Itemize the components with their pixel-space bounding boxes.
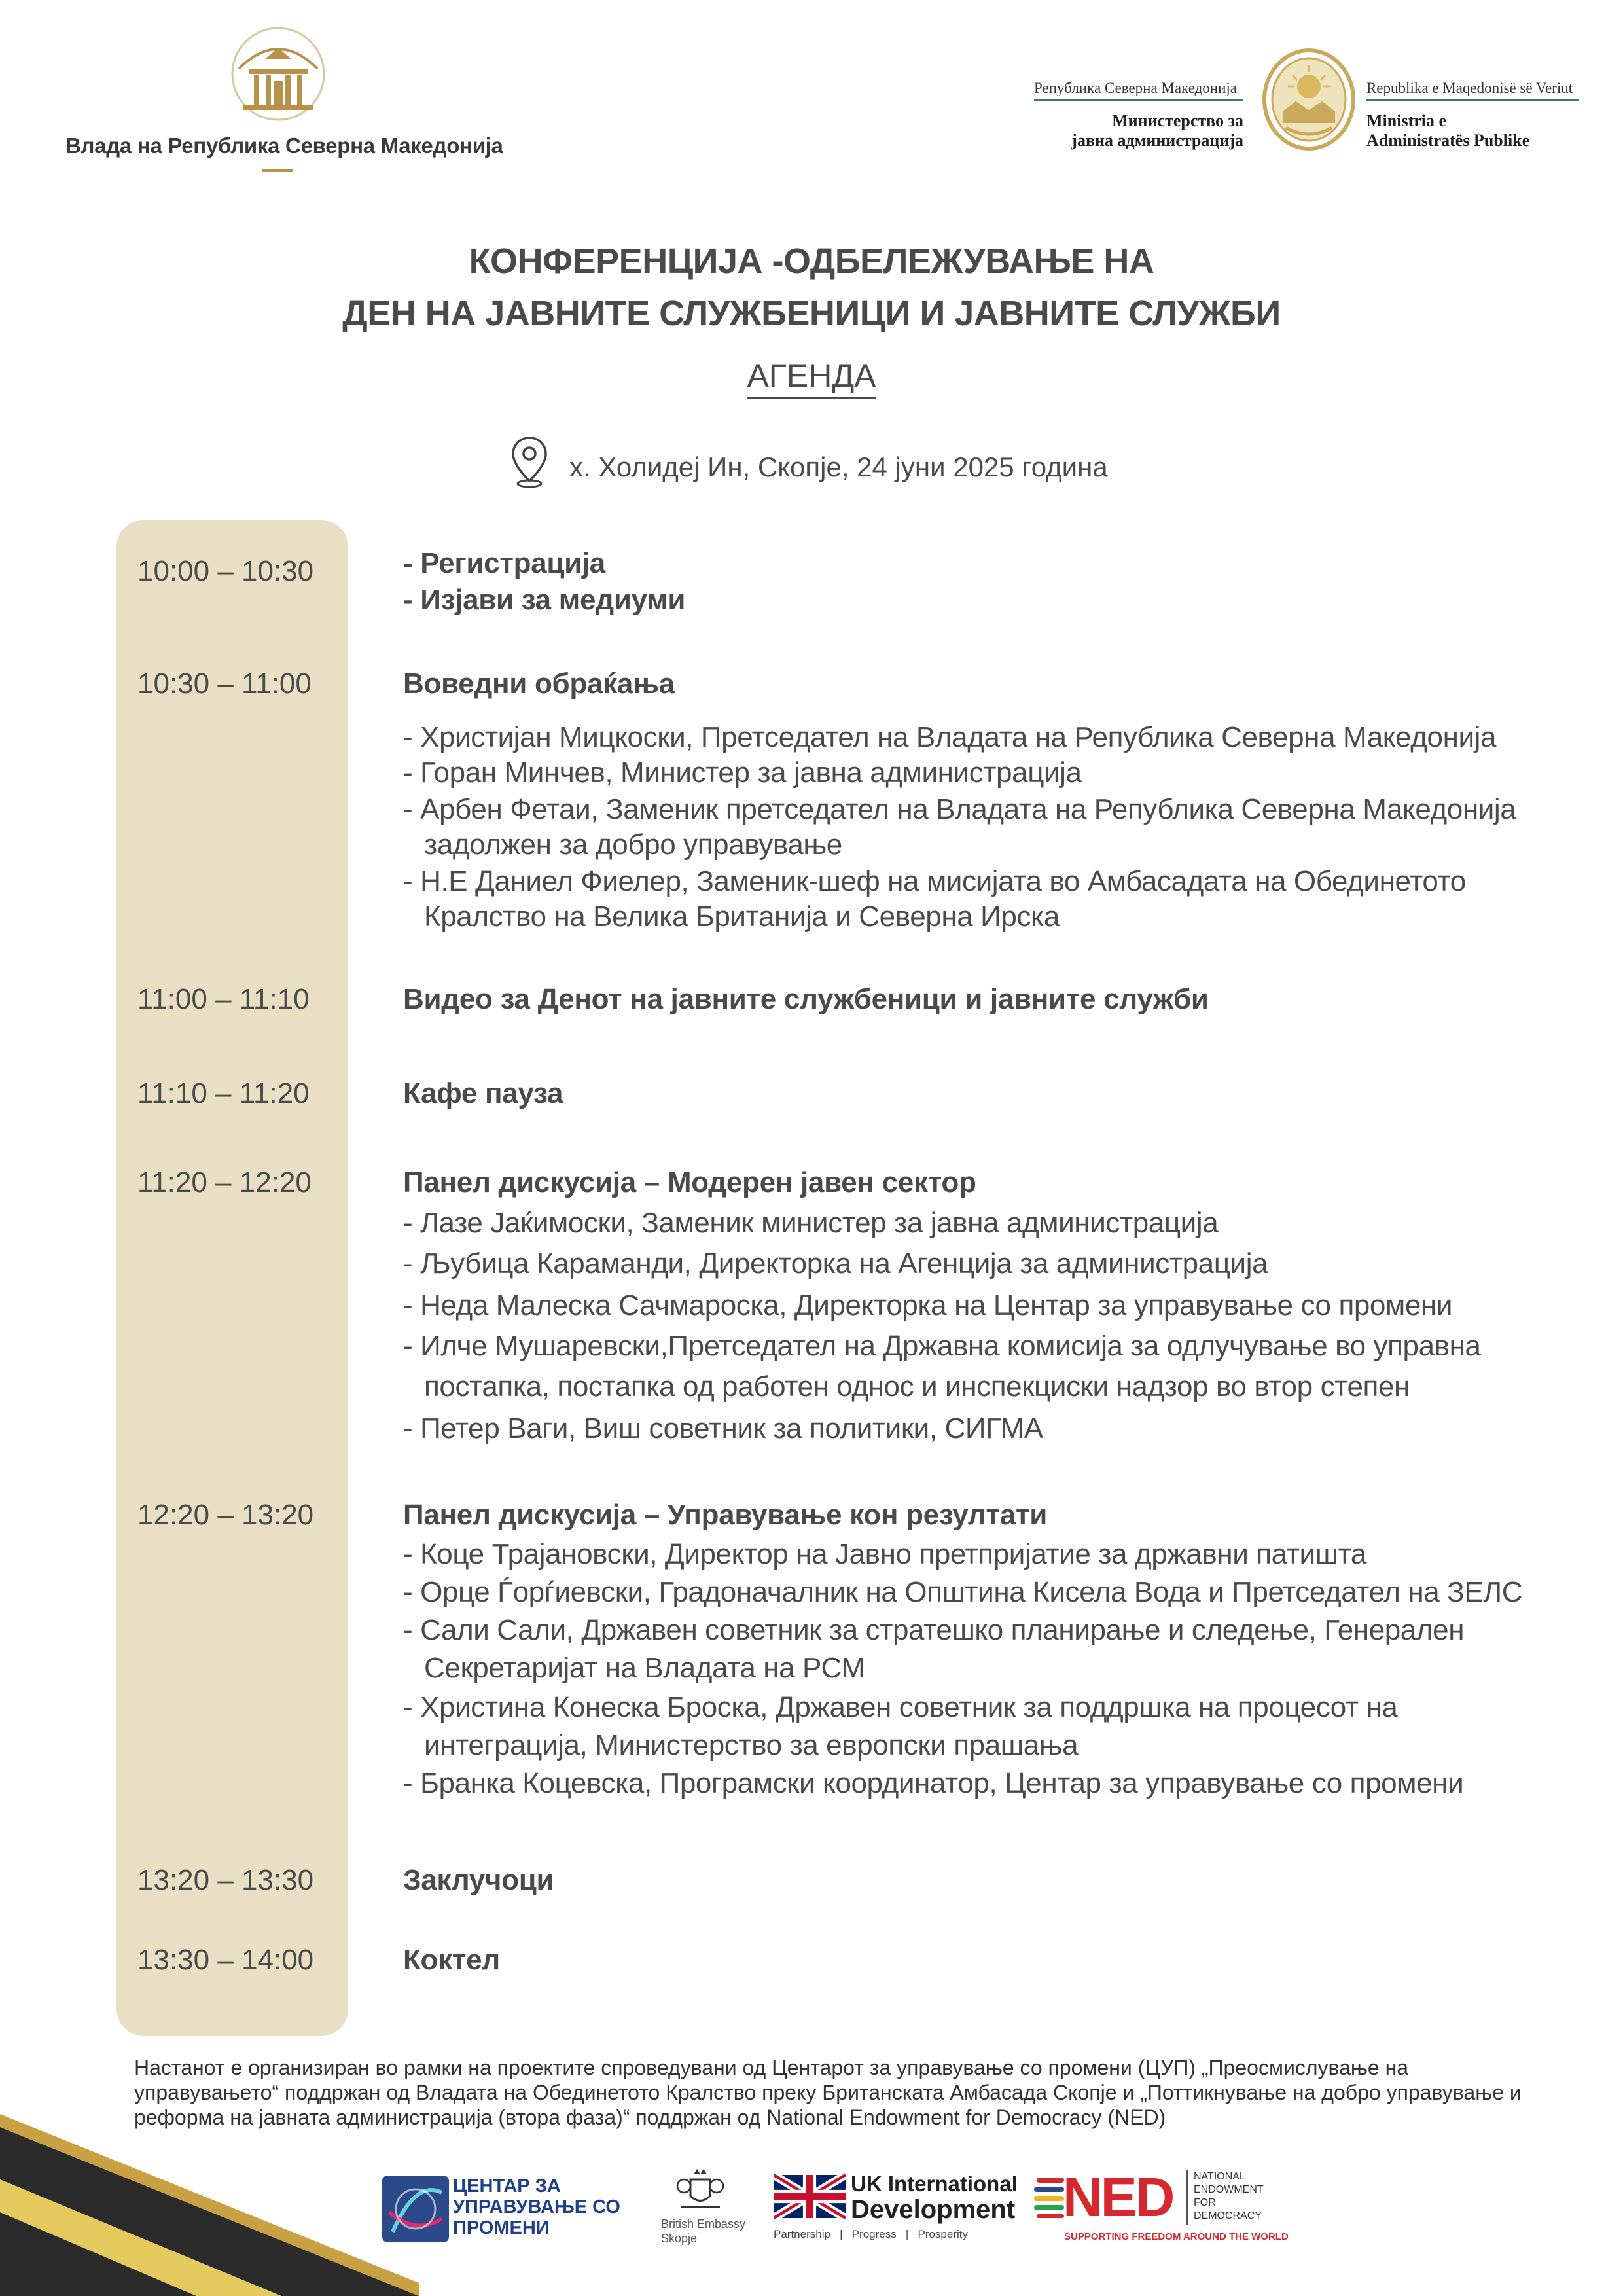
time-column — [116, 520, 348, 2036]
ned-divider — [1186, 2170, 1188, 2225]
session-heading: Кафе пауза — [403, 1077, 563, 1109]
ministry-name-mk-line2: јавна администрација — [1071, 131, 1243, 150]
conference-title-line1: КОНФЕРЕНЦИЈА -ОДБЕЛЕЖУВАЊЕ НА — [469, 242, 1154, 281]
ukid-name-line2: Development — [851, 2195, 1016, 2224]
cup-name-line2: УПРАВУВАЊЕ СО — [453, 2197, 620, 2217]
government-building-emblem-icon — [203, 23, 353, 121]
session-time: 11:20 – 12:20 — [137, 1166, 312, 1198]
session-heading: Коктел — [403, 1944, 500, 1976]
ukid-tagline: Partnership | Progress | Prosperity — [774, 2228, 968, 2240]
agenda-heading-text: АГЕНДА — [747, 357, 876, 399]
ned-name-line4: DEMOCRACY — [1194, 2210, 1262, 2221]
speaker-item: - Орце Ѓорѓиевски, Градоначалник на Општина Кисела Вода и Претседател на ЗЕЛС — [403, 1576, 1523, 1608]
speaker-item: - Сали Сали, Државен советник за стратешко планирање и следење, Генерален — [403, 1614, 1465, 1646]
speaker-item-continued: задолжен за добро управување — [424, 829, 842, 861]
cup-name-line1: ЦЕНТАР ЗА — [453, 2176, 561, 2197]
footer-note: Настанот е организиран во рамки на проектите спроведувани од Центарот за управување со промени (ЦУП) „Преосмислување на управувањето“ поддржан од Владата на Обединетото Кралство преку Британската Амбасада Скопје и „Поттикнување на добро управување и реформа на јавната администрација (втора фаза)“ поддржан од National Endowment for Democracy (NED) — [134, 2056, 1522, 2129]
speaker-item: - Бранка Коцевска, Програмски координатор, Центар за управување со промени — [403, 1767, 1464, 1799]
royal-coat-of-arms-icon — [674, 2166, 726, 2212]
speaker-item: - Љубица Караманди, Директорка на Агенција за администрација — [403, 1247, 1268, 1280]
speaker-item: - Илче Мушаревски,Претседател на Државна комисија за одлучување во управна — [403, 1330, 1481, 1362]
speaker-item: - Горан Минчев, Министер за јавна администрација — [403, 757, 1082, 789]
ministry-mk-divider — [1034, 99, 1243, 101]
ministry-name-al-line1: Ministria e — [1366, 111, 1447, 130]
ministry-country-al: Republika e Maqedonisë së Veriut — [1366, 80, 1573, 96]
location-pin-icon — [509, 435, 550, 489]
session-heading: Воведни обраќања — [403, 668, 675, 700]
speaker-item-continued: Секретаријат на Владата на РСМ — [424, 1652, 865, 1684]
speaker-item: - Лазе Јаќимоски, Заменик министер за јавна администрација — [403, 1207, 1219, 1239]
ministry-name-mk-line1: Министерство за — [1112, 111, 1243, 130]
speaker-item: - Неда Малеска Сачмароска, Директорка на Центар за управување со промени — [403, 1289, 1453, 1321]
decorative-stripe — [0, 2114, 419, 2296]
embassy-name-line1: British Embassy — [661, 2217, 746, 2231]
session-time: 13:30 – 14:00 — [137, 1944, 314, 1976]
ned-logo — [1034, 2166, 1289, 2248]
session-time: 10:30 – 11:00 — [137, 668, 312, 700]
cup-logo — [380, 2173, 628, 2245]
ned-mark: NED — [1063, 2166, 1173, 2228]
ned-stripes-icon — [1034, 2174, 1067, 2219]
ministry-name-al-line2: Administratës Publike — [1366, 131, 1530, 150]
ukid-name-line1: UK International — [851, 2172, 1018, 2196]
session-time: 11:10 – 11:20 — [137, 1077, 310, 1109]
ned-name-line1: NATIONAL — [1194, 2171, 1245, 2182]
speaker-item: - Арбен Фетаи, Заменик претседател на Владата на Република Северна Македонија — [403, 793, 1516, 825]
agenda-heading — [0, 357, 1623, 395]
session-heading: Панел дискусија – Модерен јавен сектор — [403, 1166, 976, 1198]
cup-name-line3: ПРОМЕНИ — [453, 2217, 550, 2238]
speaker-item-continued: постапка, постапка од работен однос и инспекциски надзор во втор степен — [424, 1371, 1410, 1403]
session-time: 10:00 – 10:30 — [137, 555, 314, 587]
conference-title-line2: ДЕН НА ЈАВНИТЕ СЛУЖБЕНИЦИ И ЈАВНИТЕ СЛУЖБИ — [342, 294, 1281, 333]
session-heading: Заклучоци — [403, 1864, 554, 1896]
session-line: - Регистрација — [403, 547, 605, 579]
session-time: 12:20 – 13:20 — [137, 1499, 314, 1531]
session-heading: Панел дискусија – Управување кон резултати — [403, 1499, 1047, 1531]
ministry-country-mk: Република Северна Македонија — [1034, 80, 1238, 96]
government-name: Влада на Република Северна Македонија — [65, 134, 503, 158]
ned-name-line3: FOR — [1194, 2197, 1216, 2208]
ned-name-line2: ENDOWMENT — [1194, 2184, 1264, 2195]
ned-tagline: SUPPORTING FREEDOM AROUND THE WORLD — [1064, 2231, 1289, 2242]
session-time: 13:20 – 13:30 — [137, 1864, 314, 1896]
speaker-item: - Коце Трајановски, Директор на Јавно претпријатие за државни патишта — [403, 1538, 1366, 1570]
gov-name-underline — [262, 169, 293, 172]
speaker-item-continued: Кралство на Велика Британија и Северна Ирска — [424, 901, 1060, 933]
state-coat-of-arms-icon — [1260, 46, 1358, 151]
venue-date: х. Холидеј Ин, Скопје, 24 јуни 2025 година — [569, 452, 1108, 482]
speaker-item: - Христијан Мицкоски, Претседател на Владата на Република Северна Македонија — [403, 721, 1497, 753]
speaker-item: - Н.Е Даниел Фиелер, Заменик-шеф на мисијата во Амбасадата на Обединетото — [403, 865, 1466, 897]
session-line: - Изјави за медиуми — [403, 584, 686, 616]
embassy-name-line2: Skopje — [661, 2232, 698, 2245]
speaker-item: - Христина Конеска Броска, Државен советник за поддршка на процесот на — [403, 1691, 1398, 1723]
union-jack-flag-icon — [774, 2174, 846, 2219]
session-heading: Видео за Денот на јавните службеници и јавните служби — [403, 983, 1209, 1015]
ministry-al-divider — [1366, 99, 1579, 101]
cup-emblem-icon — [380, 2173, 452, 2245]
session-time: 11:00 – 11:10 — [137, 983, 310, 1015]
uk-international-development-logo — [774, 2172, 1016, 2244]
british-embassy-logo — [658, 2166, 756, 2251]
speaker-item-continued: интеграција, Министерство за европски прашања — [424, 1729, 1079, 1761]
speaker-item: - Петер Ваги, Виш советник за политики, СИГМА — [403, 1412, 1043, 1444]
